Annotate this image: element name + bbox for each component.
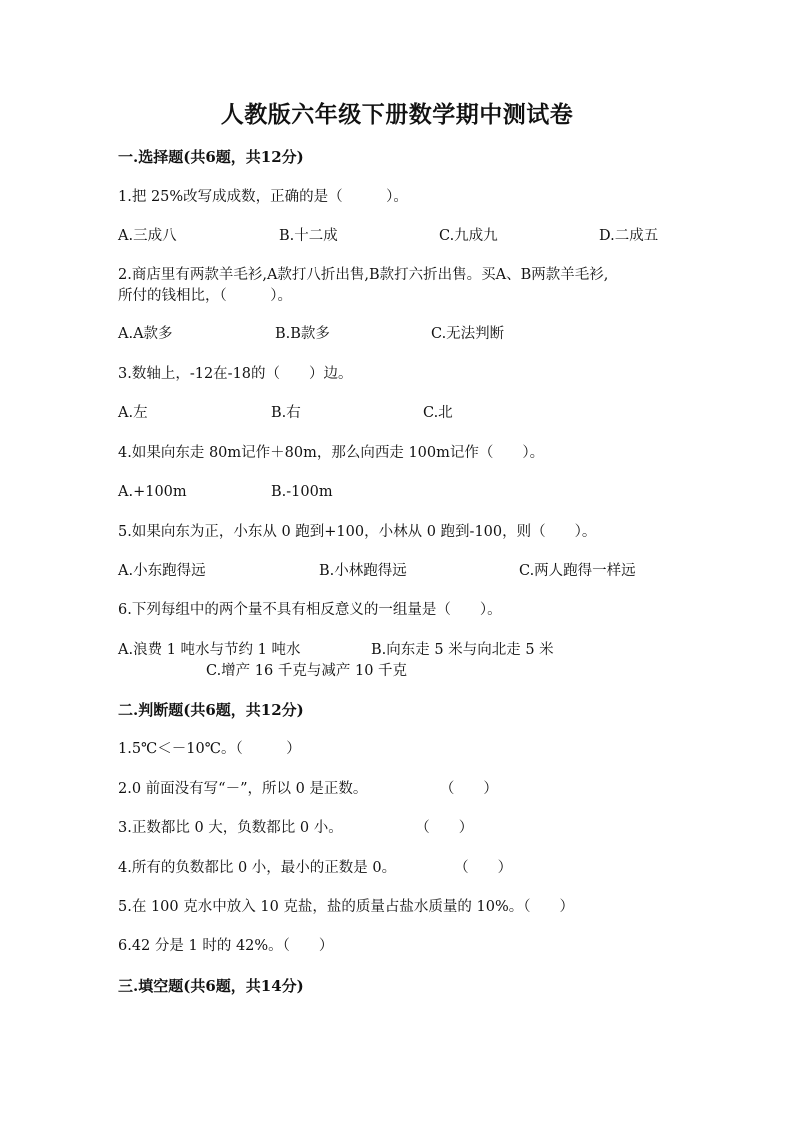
choice-q1-option-a: A.三成八 [118,228,177,244]
choice-q2-option-c: C.无法判断 [431,326,505,342]
choice-q5-option-a: A.小东跑得远 [118,563,206,579]
choice-q2-option-a: A.A款多 [118,326,173,342]
choice-q3-option-a: A.左 [118,405,148,421]
choice-q2-option-b: B.B款多 [275,326,330,342]
choice-question-5: 5.如果向东为正，小东从 0 跑到+100，小林从 0 跑到-100，则（ ）。 [118,524,597,540]
choice-question-3: 3.数轴上，-12在-18的（ ）边。 [118,366,353,382]
choice-question-6: 6.下列每组中的两个量不具有相反意义的一组量是（ ）。 [118,602,502,618]
choice-q6-option-c: C.增产 16 千克与减产 10 千克 [206,663,408,679]
judgment-question-1: 1.5℃＜－10℃。（ ） [118,741,301,757]
section-heading-fill-blank: 三.填空题(共6题，共14分) [118,977,304,995]
choice-question-1: 1.把 25%改写成成数，正确的是（ ）。 [118,189,408,205]
choice-q1-option-b: B.十二成 [279,228,338,244]
choice-q4-option-b: B.-100m [271,484,333,500]
choice-q6-option-a: A.浪费 1 吨水与节约 1 吨水 [118,642,301,658]
choice-q4-option-a: A.+100m [118,484,187,500]
section-heading-choice: 一.选择题(共6题，共12分) [118,148,304,166]
choice-q1-option-c: C.九成九 [439,228,498,244]
judgment-question-5: 5.在 100 克水中放入 10 克盐，盐的质量占盐水质量的 10%。（ ） [118,899,574,915]
choice-q3-option-c: C.北 [423,405,453,421]
choice-q3-option-b: B.右 [271,405,301,421]
choice-question-2-line1: 2.商店里有两款羊毛衫,A款打八折出售,B款打六折出售。买A、B两款羊毛衫, [118,267,609,283]
choice-q5-option-b: B.小林跑得远 [319,563,407,579]
judgment-question-6: 6.42 分是 1 时的 42%。（ ） [118,938,334,954]
section-heading-judgment: 二.判断题(共6题，共12分) [118,701,304,719]
choice-q1-option-d: D.二成五 [599,228,659,244]
choice-q5-option-c: C.两人跑得一样远 [519,563,636,579]
judgment-question-2: 2.0 前面没有写“－”，所以 0 是正数。 （ ） [118,781,498,797]
choice-question-4: 4.如果向东走 80m记作＋80m，那么向西走 100m记作（ ）。 [118,445,545,461]
choice-q6-option-b: B.向东走 5 米与向北走 5 米 [371,642,554,658]
judgment-question-4: 4.所有的负数都比 0 小，最小的正数是 0。 （ ） [118,860,513,876]
judgment-question-3: 3.正数都比 0 大，负数都比 0 小。 （ ） [118,820,474,836]
exam-title: 人教版六年级下册数学期中测试卷 [220,101,574,128]
choice-question-2-line2: 所付的钱相比，（ ）。 [118,288,292,304]
